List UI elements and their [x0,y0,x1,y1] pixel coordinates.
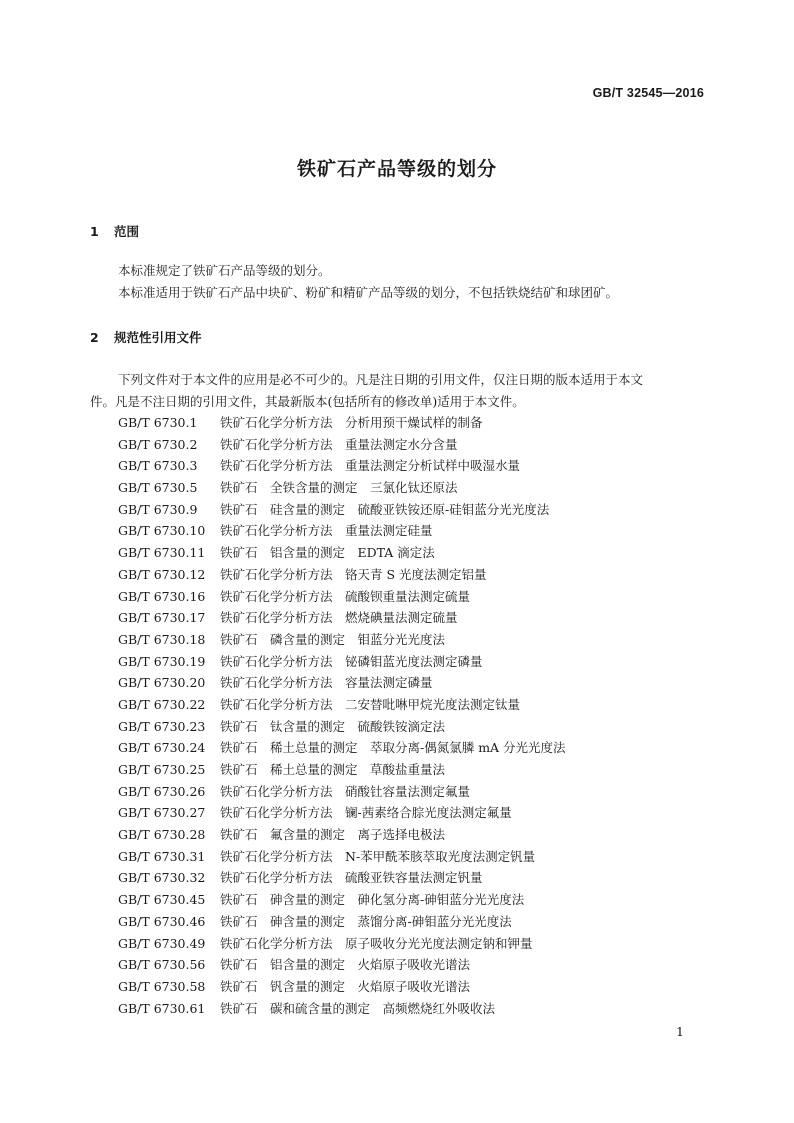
reference-title: 铁矿石化学分析方法 硝酸钍容量法测定氟量 [220,783,471,799]
reference-code: GB/T 6730.61 [118,1000,206,1016]
reference-code: GB/T 6730.23 [118,718,206,734]
section-2-intro [90,369,706,412]
reference-item [118,998,566,1020]
reference-code: GB/T 6730.46 [118,913,206,929]
reference-item [118,933,566,955]
reference-code: GB/T 6730.58 [118,978,206,994]
reference-code: GB/T 6730.5 [118,480,198,496]
reference-code: GB/T 6730.19 [118,653,206,669]
reference-title: 铁矿石 铝含量的测定 火焰原子吸收光谱法 [220,957,471,973]
reference-code: GB/T 6730.27 [118,805,206,821]
reference-code: GB/T 6730.24 [118,740,206,756]
reference-item [118,434,566,456]
reference-code: GB/T 6730.9 [118,501,198,517]
document-title: 铁矿石产品等级的划分 [296,158,497,180]
reference-item [118,716,566,738]
reference-code: GB/T 6730.3 [118,458,198,474]
reference-title: 铁矿石化学分析方法 N-苯甲酰苯胲萃取光度法测定钒量 [220,848,536,864]
reference-code: GB/T 6730.10 [118,523,206,539]
reference-item [118,802,566,824]
reference-code: GB/T 6730.49 [118,935,206,951]
reference-code: GB/T 6730.56 [118,957,206,973]
reference-item [118,889,566,911]
reference-item [118,455,566,477]
reference-title: 铁矿石 稀土总量的测定 草酸盐重量法 [220,762,446,777]
reference-code: GB/T 6730.25 [118,762,206,777]
reference-title: 铁矿石 铝含量的测定 EDTA 滴定法 [220,545,435,561]
reference-item [118,824,566,846]
reference-title: 铁矿石化学分析方法 镧-茜素络合腙光度法测定氟量 [220,805,512,821]
standard-code: GB/T 32545—2016 [592,86,704,100]
reference-title: 铁矿石化学分析方法 重量法测定水分含量 [220,436,458,452]
reference-title: 铁矿石 氟含量的测定 离子选择电极法 [220,827,446,843]
reference-item [118,651,566,673]
reference-title: 铁矿石 磷含量的测定 钼蓝分光光度法 [220,631,446,647]
reference-title: 铁矿石化学分析方法 铬天青 S 光度法测定铝量 [220,566,487,582]
reference-item [118,954,566,976]
reference-code: GB/T 6730.31 [118,848,206,864]
reference-item [118,781,566,803]
reference-code: GB/T 6730.18 [118,631,206,647]
reference-title: 铁矿石化学分析方法 重量法测定硅量 [220,523,433,539]
reference-title: 铁矿石化学分析方法 原子吸收分光光度法测定钠和钾量 [220,935,533,951]
reference-item [118,412,566,434]
reference-code: GB/T 6730.28 [118,827,206,843]
reference-title: 铁矿石化学分析方法 容量法测定磷量 [220,675,433,691]
section-number: 2 [90,330,99,345]
reference-item [118,976,566,998]
reference-item [118,564,566,586]
reference-title: 铁矿石 稀土总量的测定 萃取分离-偶氮氯膦 mA 分光光度法 [220,740,566,756]
normative-references-list [118,412,566,1019]
reference-code: GB/T 6730.1 [118,415,198,430]
reference-title: 铁矿石化学分析方法 重量法测定分析试样中吸湿水量 [220,458,521,474]
reference-code: GB/T 6730.45 [118,892,206,908]
paragraph-line: 下列文件对于本文件的应用是必不可少的。凡是注日期的引用文件，仅注日期的版本适用于本文 [118,372,644,387]
reference-item [118,499,566,521]
reference-item [118,586,566,608]
reference-item [118,846,566,868]
reference-item [118,737,566,759]
paragraph: 本标准适用于铁矿石产品中块矿、粉矿和精矿产品等级的划分，不包括铁烧结矿和球团矿。 [118,284,619,300]
reference-code: GB/T 6730.2 [118,436,198,452]
reference-title: 铁矿石化学分析方法 硫酸亚铁容量法测定钒量 [220,870,483,886]
reference-item [118,629,566,651]
reference-code: GB/T 6730.26 [118,783,206,799]
reference-item [118,694,566,716]
reference-item [118,542,566,564]
reference-title: 铁矿石化学分析方法 燃烧碘量法测定硫量 [220,610,458,626]
reference-item [118,520,566,542]
reference-title: 铁矿石 碳和硫含量的测定 高频燃烧红外吸收法 [220,1000,496,1016]
reference-code: GB/T 6730.16 [118,588,206,604]
reference-title: 铁矿石 硅含量的测定 硫酸亚铁铵还原-硅钼蓝分光光度法 [220,501,550,517]
reference-title: 铁矿石化学分析方法 硫酸钡重量法测定硫量 [220,588,471,604]
reference-title: 铁矿石 砷含量的测定 砷化氢分离-砷钼蓝分光光度法 [220,892,525,908]
reference-code: GB/T 6730.11 [118,545,206,561]
reference-code: GB/T 6730.12 [118,566,206,582]
reference-item [118,672,566,694]
reference-title: 铁矿石化学分析方法 二安替吡啉甲烷光度法测定钛量 [220,696,521,712]
reference-item [118,911,566,933]
page-number: 1 [676,1024,684,1039]
reference-code: GB/T 6730.22 [118,696,206,712]
reference-item [118,867,566,889]
reference-item [118,759,566,781]
section-1-body [90,260,706,303]
section-title: 规范性引用文件 [114,330,202,345]
reference-title: 铁矿石 钛含量的测定 硫酸铁铵滴定法 [220,718,446,734]
reference-item [118,477,566,499]
reference-title: 铁矿石化学分析方法 分析用预干燥试样的制备 [220,415,483,430]
reference-title: 铁矿石 钒含量的测定 火焰原子吸收光谱法 [220,978,471,994]
reference-code: GB/T 6730.32 [118,870,206,886]
paragraph: 本标准规定了铁矿石产品等级的划分。 [118,263,331,278]
section-number: 1 [90,224,99,239]
reference-item [118,607,566,629]
section-1-heading [90,222,139,240]
section-title: 范围 [114,224,140,239]
reference-code: GB/T 6730.17 [118,610,206,626]
reference-title: 铁矿石 砷含量的测定 蒸馏分离-砷钼蓝分光光度法 [220,913,512,929]
reference-title: 铁矿石 全铁含量的测定 三氯化钛还原法 [220,480,458,496]
section-2-heading [90,328,202,346]
reference-code: GB/T 6730.20 [118,675,206,691]
paragraph-line: 件。凡是不注日期的引用文件，其最新版本(包括所有的修改单)适用于本文件。 [90,393,525,409]
reference-title: 铁矿石化学分析方法 铋磷钼蓝光度法测定磷量 [220,653,483,669]
